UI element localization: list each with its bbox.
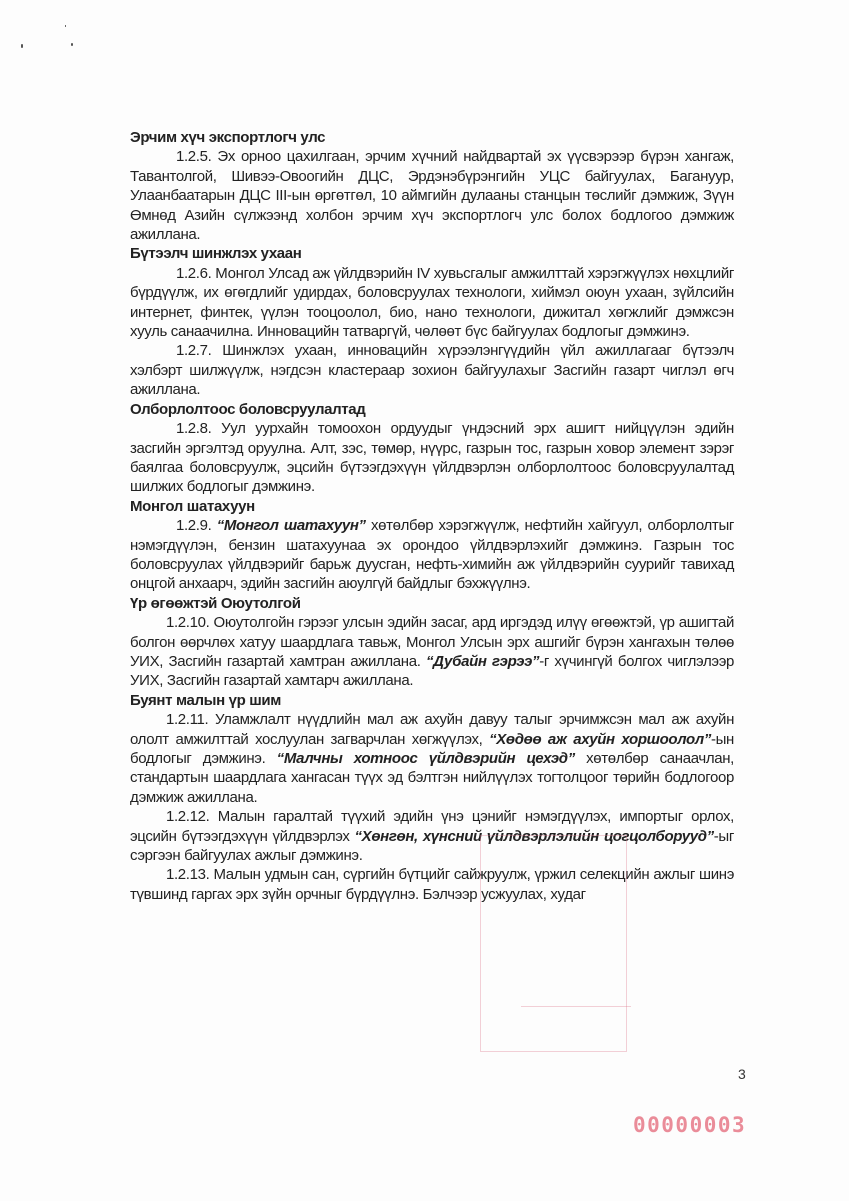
section-heading: Бүтээлч шинжлэх ухаан <box>130 245 302 263</box>
scan-speck <box>65 25 66 27</box>
paragraph-1-2-5 <box>130 147 734 244</box>
paragraph-text: 1.2.13. Малын удмын сан, сүргийн бүтцийг сайжруулж, үржил селекцийн ажлыг шинэ түвшинд гаргах эрх зүйн орчныг бүрдүүлнэ. Бэлчээр усжуулах, худаг <box>130 866 734 903</box>
paragraph-1-2-6 <box>130 264 734 342</box>
section-creative-science <box>130 244 734 399</box>
emphasis-text: “Дубайн гэрээ” <box>425 652 540 670</box>
emphasis-text: “Монгол шатахуун” <box>216 517 366 535</box>
paragraph-text: -ыг сэргээн байгуулах ажлыг дэмжинэ. <box>130 827 734 865</box>
paragraph-text: 1.2.5. Эх орноо цахилгаан, эрчим хүчний найдвартай эх үүсвэрээр бүрэн хангаж, Тавантолгой, Шивээ-Овоогийн ДЦС, Эрдэнэбүрэнгийн УЦС байгуулах, Багануур, Улаанбаатарын ДЦС III-ын өргөтгөл, 10 аймгийн дулааны станцын төслийг дэмжиж, Зүүн Өмнөд Азийн сүлжээнд холбон эрчим хүч экспортлогч улс болох бодлогоо дэмжиж ажиллана. <box>130 148 734 244</box>
paragraph-text: -ын бодлогыг дэмжинэ. <box>130 730 734 767</box>
section-heading: Олборлолтоос боловсруулалтад <box>130 400 366 418</box>
paragraph-text: 1.2.11. Уламжлалт нүүдлийн мал аж ахуйн давуу талыг эрчимжсэн мал аж ахуйн ололт амжилттай хослуулан загварчлан хөгжүүлэх, <box>130 711 734 748</box>
paragraph-text: 1.2.10. Оюутолгойн гэрээг улсын эдийн засаг, ард иргэдэд илүү өгөөжтэй, үр ашигтай болгон өөрчлөх хатуу шаардлага тавьж, Монгол Улсын эрх ашгийг бүрэн хангахын төлөө УИХ, Засгийн газартай хамтран ажиллана. <box>130 614 734 670</box>
section-energy-export <box>130 128 734 244</box>
scan-speck <box>21 44 23 48</box>
document-body <box>130 128 734 904</box>
paragraph-1-2-13 <box>130 865 734 904</box>
emphasis-text: “Хөнгөн, хүнсний үйлдвэрлэлийн цогцолборууд” <box>354 827 714 845</box>
section-heading: Буянт малын үр шим <box>130 691 282 709</box>
serial-number-stamp: 00000003 <box>633 1113 747 1137</box>
paragraph-1-2-11 <box>130 710 734 807</box>
emphasis-text: “Хөдөө аж ахуйн хоршоолол” <box>489 730 711 748</box>
section-extraction-processing <box>130 400 734 497</box>
paragraph-text: 1.2.7. Шинжлэх ухаан, инновацийн хүрээлэнгүүдийн үйл ажиллагааг бүтээлч хэлбэрт шилжүүлж, нэгдсэн кластераар зохион байгуулахыг Засгийн газарт чиглэл өгч ажиллана. <box>130 342 734 399</box>
paragraph-text: 1.2.6. Монгол Улсад аж үйлдвэрийн IV хувьсгалыг амжилттай хэрэгжүүлэх нөхцлийг бүрдүүлж, их өгөгдлийг удирдах, боловсруулах технологи, хиймэл оюун ухаан, зүйлсийн интернет, финтек, үүлэн тооцоолол, био, нано технологи, дижитал хөгжлийг дэмжсэн хууль санаачилна. Инновацийн татваргүй, чөлөөт бүс байгуулах бодлогыг дэмжинэ. <box>130 264 734 341</box>
paragraph-text: хөтөлбөр санаачлан, стандартын шаардлага хангасан түүх эд бэлтгэн нийлүүлэх тогтолцоог төрийн бодлогоор дэмжиж ажиллана. <box>130 750 734 806</box>
paragraph-text: 1.2.9. <box>176 517 217 535</box>
paragraph-text: 1.2.8. Уул уурхайн томоохон ордуудыг үндэсний эрх ашигт нийцүүлэн эдийн засгийн эргэлтэд оруулна. Алт, зэс, төмөр, нүүрс, газрын тос, газрын ховор элемент зэрэг баялгаа боловсруулж, эцсийн бүтээгдэхүүн үйлдвэрлэн олборлолтоос боловсруулалтад шилжих бодлогыг дэмжинэ. <box>130 420 734 496</box>
paragraph-1-2-12 <box>130 807 734 865</box>
paragraph-text: 1.2.12. Малын гаралтай түүхий эдийн үнэ цэнийг нэмэгдүүлэх, импортыг орлох, эцсийн бүтээгдэхүүн үйлдвэрлэх <box>130 808 734 845</box>
section-heading: Эрчим хүч экспортлогч улс <box>130 129 326 146</box>
section-oyu-tolgoi <box>130 594 734 691</box>
paragraph-1-2-7 <box>130 341 734 399</box>
paragraph-text: хөтөлбөр хэрэгжүүлж, нефтийн хайгуул, олборлолтыг нэмэгдүүлэн, бензин шатахуунаа эх орондоо үйлдвэрлэхийг дэмжинэ. Газрын тос боловсруулах үйлдвэрийг барьж дуусган, нефть-химийн аж үйлдвэрийн суурийг тавихад онцгой анхаарч, эдийн засгийн аюулгүй байдлыг бэхжүүлнэ. <box>130 517 735 593</box>
paragraph-1-2-8 <box>130 419 734 497</box>
section-heading: Монгол шатахуун <box>130 497 255 515</box>
paragraph-1-2-10 <box>130 613 734 691</box>
section-mongol-fuel <box>130 497 734 594</box>
emphasis-text: “Малчны хотноос үйлдвэрийн цехэд” <box>276 750 575 767</box>
paragraph-text: -г хүчингүй болгох чиглэлээр УИХ, Засгийн газартай хамтарч ажиллана. <box>130 652 735 690</box>
scan-speck <box>71 43 73 46</box>
section-heading: Үр өгөөжтэй Оюутолгой <box>130 594 301 612</box>
section-livestock <box>130 691 734 904</box>
page-number: 3 <box>738 1066 746 1082</box>
paragraph-1-2-9 <box>130 516 734 594</box>
